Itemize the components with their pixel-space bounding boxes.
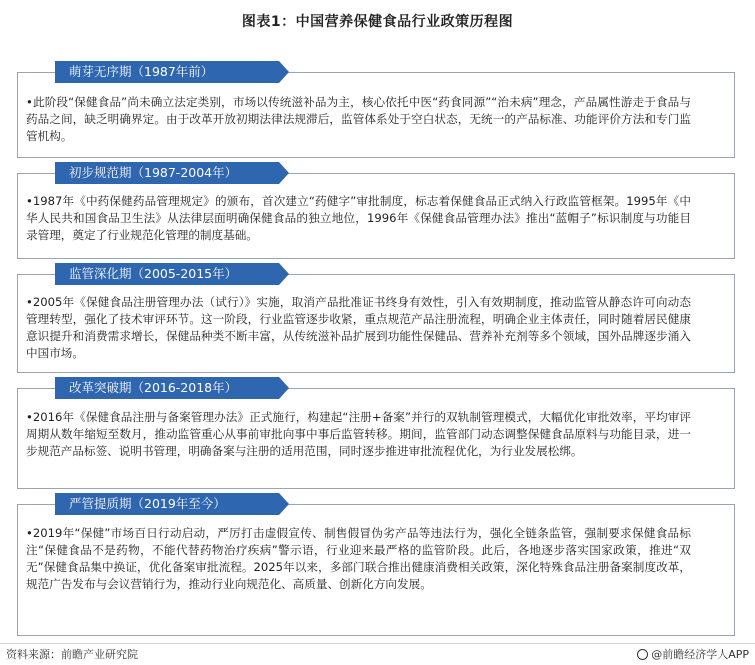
stage-3-label: 监管深化期（2005-2015年） [55,263,279,285]
stage-2-text: •1987年《中药保健药品管理规定》的颁布，首次建立“药健字”审批制度，标志着保健食品正式纳入行政监管框架。1995年《中华人民共和国食品卫生法》从法律层面明确保健食品的独立地位，1996年《保健食品管理办法》推出“蓝帽子”标识制度与功能目录管理，奠定了行业规范化管理的制度基础。 [26,194,691,242]
stage-4 [0,377,755,489]
stage-1-text: •此阶段“保健食品”尚未确立法定类别，市场以传统滋补品为主，核心依托中医“药食同源”“治未病”理念，产品属性游走于食品与药品之间，缺乏明确界定。由于改革开放初期法律法规滞后，监管体系处于空白状态，无统一的产品标准、功能评价方法和专门监管机构。 [26,95,691,143]
stage-3-text: •2005年《保健食品注册管理办法（试行）》实施，取消产品批准证书终身有效性，引入有效期制度，推动监管从静态许可向动态管理转型，强化了技术审评环节。这一阶段，行业监管逐步收紧，重点规范产品注册流程，明确企业主体责任，同时随着居民健康意识提升和消费需求增长，保健品种类不断丰富，从传统滋补品扩展到功能性保健品、营养补充剂等多个领域，国外品牌逐步涌入中国市场。 [26,295,691,360]
stage-5-label: 严管提质期（2019年至今） [55,493,279,515]
footer [0,643,755,665]
stage-3 [0,263,755,373]
stage-2 [0,162,755,259]
stage-2-label: 初步规范期（1987-2004年） [55,162,279,184]
stage-1-label: 萌芽无序期（1987年前） [55,61,279,83]
stage-5 [0,493,755,636]
brand-credit [637,646,749,662]
brand-text: @前瞻经济学人APP [651,648,749,661]
stage-4-label: 改革突破期（2016-2018年） [55,377,279,399]
figure-title: 图表1：中国营养保健食品行业政策历程图 [241,14,514,30]
stage-5-text: •2019年“保健”市场百日行动启动，严厉打击虚假宣传、制售假冒伪劣产品等违法行为，强化全链条监管，强制要求保健食品标注“保健食品不是药物，不能代替药物治疗疾病”警示语，行业迎来最严格的监管阶段。此后，各地逐步落实国家政策，推进“双无”保健食品集中换证，优化备案审批流程。2025年以来，多部门联合推出健康消费相关政策，深化特殊食品注册备案制度改革，规范广告发布与会议营销行为，推动行业向规范化、高质量、创新化方向发展。 [26,526,691,591]
brand-logo-icon [637,649,648,660]
stage-1 [0,61,755,158]
source-note: 资料来源：前瞻产业研究院 [6,648,138,661]
stage-4-text: •2016年《保健食品注册与备案管理办法》正式施行，构建起“注册+备案”并行的双轨制管理模式，大幅优化审批效率，平均审评周期从数年缩短至数月，推动监管重心从事前审批向事中事后监管转移。期间，监管部门动态调整保健食品原料与功能目录，进一步规范产品标签、说明书管理，明确备案与注册的适用范围，同时逐步推进审批流程优化，为行业发展松绑。 [26,410,691,458]
